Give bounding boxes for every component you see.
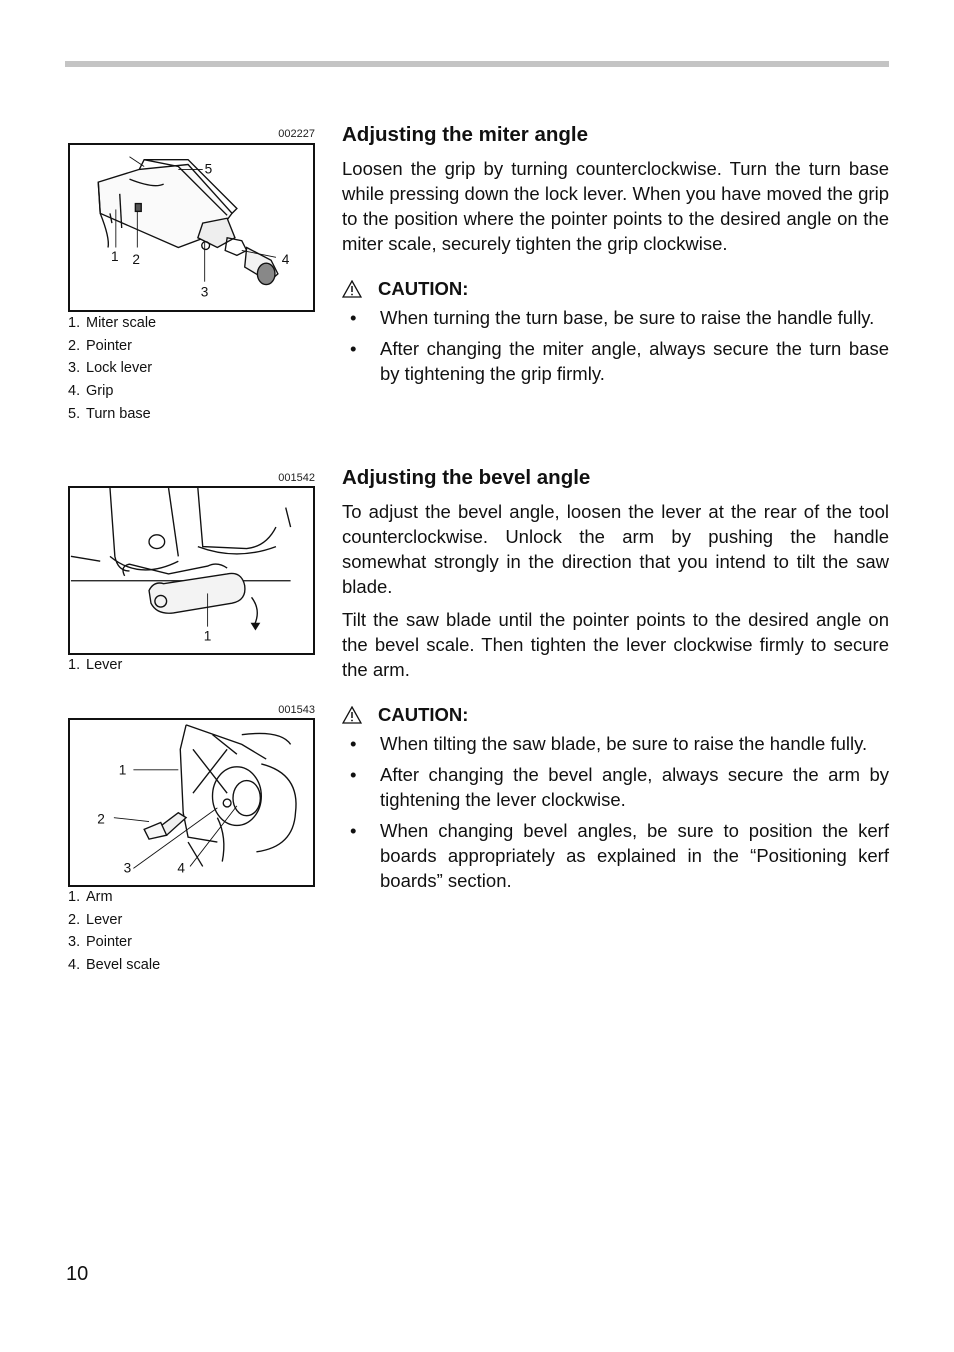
legend-item: 1. Arm [68,889,113,905]
figure-code: 001542 [278,472,315,484]
caution-item: • After changing the bevel angle, always secure the arm by tightening the lever clockwise. [350,764,889,810]
miter-section [342,122,889,392]
legend-item: 1. Lever [68,657,123,673]
warning-triangle-icon [342,280,362,298]
caution-title: CAUTION: [342,276,889,301]
caution-list [342,731,889,893]
callout-1: 1 [110,249,119,265]
body-paragraph: To adjust the bevel angle, loosen the lever at the rear of the tool counterclockwise. Unlock the arm by pushing the handle somewhat strongly in the direction that you intend to tilt the saw blade. [342,501,889,597]
caution-title: CAUTION: [342,702,889,727]
figure-code: 002227 [278,128,315,140]
miter-figure [68,143,315,312]
callout-2: 2 [97,811,105,827]
figure-code: 001543 [278,704,315,716]
bevel-illustration [70,720,313,885]
warning-triangle-icon [342,706,362,724]
bevel-section [342,465,889,899]
body-paragraph: Tilt the saw blade until the pointer points to the desired angle on the bevel scale. Then tighten the lever clockwise firmly to secure the arm. [342,609,889,680]
lever-illustration [70,488,313,653]
page-number: 10 [66,1263,89,1285]
caution-list [342,305,889,386]
bevel-figure-legend [68,886,160,977]
caution-item: • When changing bevel angles, be sure to position the kerf boards appropriately as explained in the “Positioning kerf boards” section. [350,820,889,891]
lever-figure-legend [68,654,122,677]
legend-item: 1. Miter scale [68,315,157,331]
lever-figure [68,486,315,655]
callout-2: 2 [132,252,141,268]
callout-1: 1 [118,762,127,778]
callout-3: 3 [200,284,209,300]
miter-illustration [70,145,313,310]
caution-item: • When turning the turn base, be sure to raise the handle fully. [350,307,875,328]
miter-figure-legend [68,312,156,426]
caution-item: • When tilting the saw blade, be sure to raise the handle fully. [350,733,868,754]
body-paragraph: Loosen the grip by turning counterclockwise. Turn the turn base while pressing down the lock lever. When you have moved the grip to the position where the pointer points to the desired angle on the miter scale, securely tighten the grip clockwise. [342,158,889,254]
bevel-figure [68,718,315,887]
caution-item: • After changing the miter angle, always secure the turn base by tightening the grip firmly. [350,338,889,384]
legend-item: 5. Turn base [68,405,151,422]
callout-1: 1 [203,628,212,644]
legend-item: 4. Grip [68,383,114,400]
legend-item: 4. Bevel scale [68,957,161,974]
legend-item: 2. Pointer [68,337,132,354]
section-heading: Adjusting the miter angle [342,123,589,146]
legend-item: 3. Lock lever [68,360,153,377]
legend-item: 2. Lever [68,911,123,928]
callout-4: 4 [281,252,290,268]
callout-5: 5 [204,161,213,177]
callout-4: 4 [177,860,185,876]
header-rule [65,61,889,67]
callout-3: 3 [123,860,132,876]
section-heading: Adjusting the bevel angle [342,466,591,489]
legend-item: 3. Pointer [68,934,132,951]
